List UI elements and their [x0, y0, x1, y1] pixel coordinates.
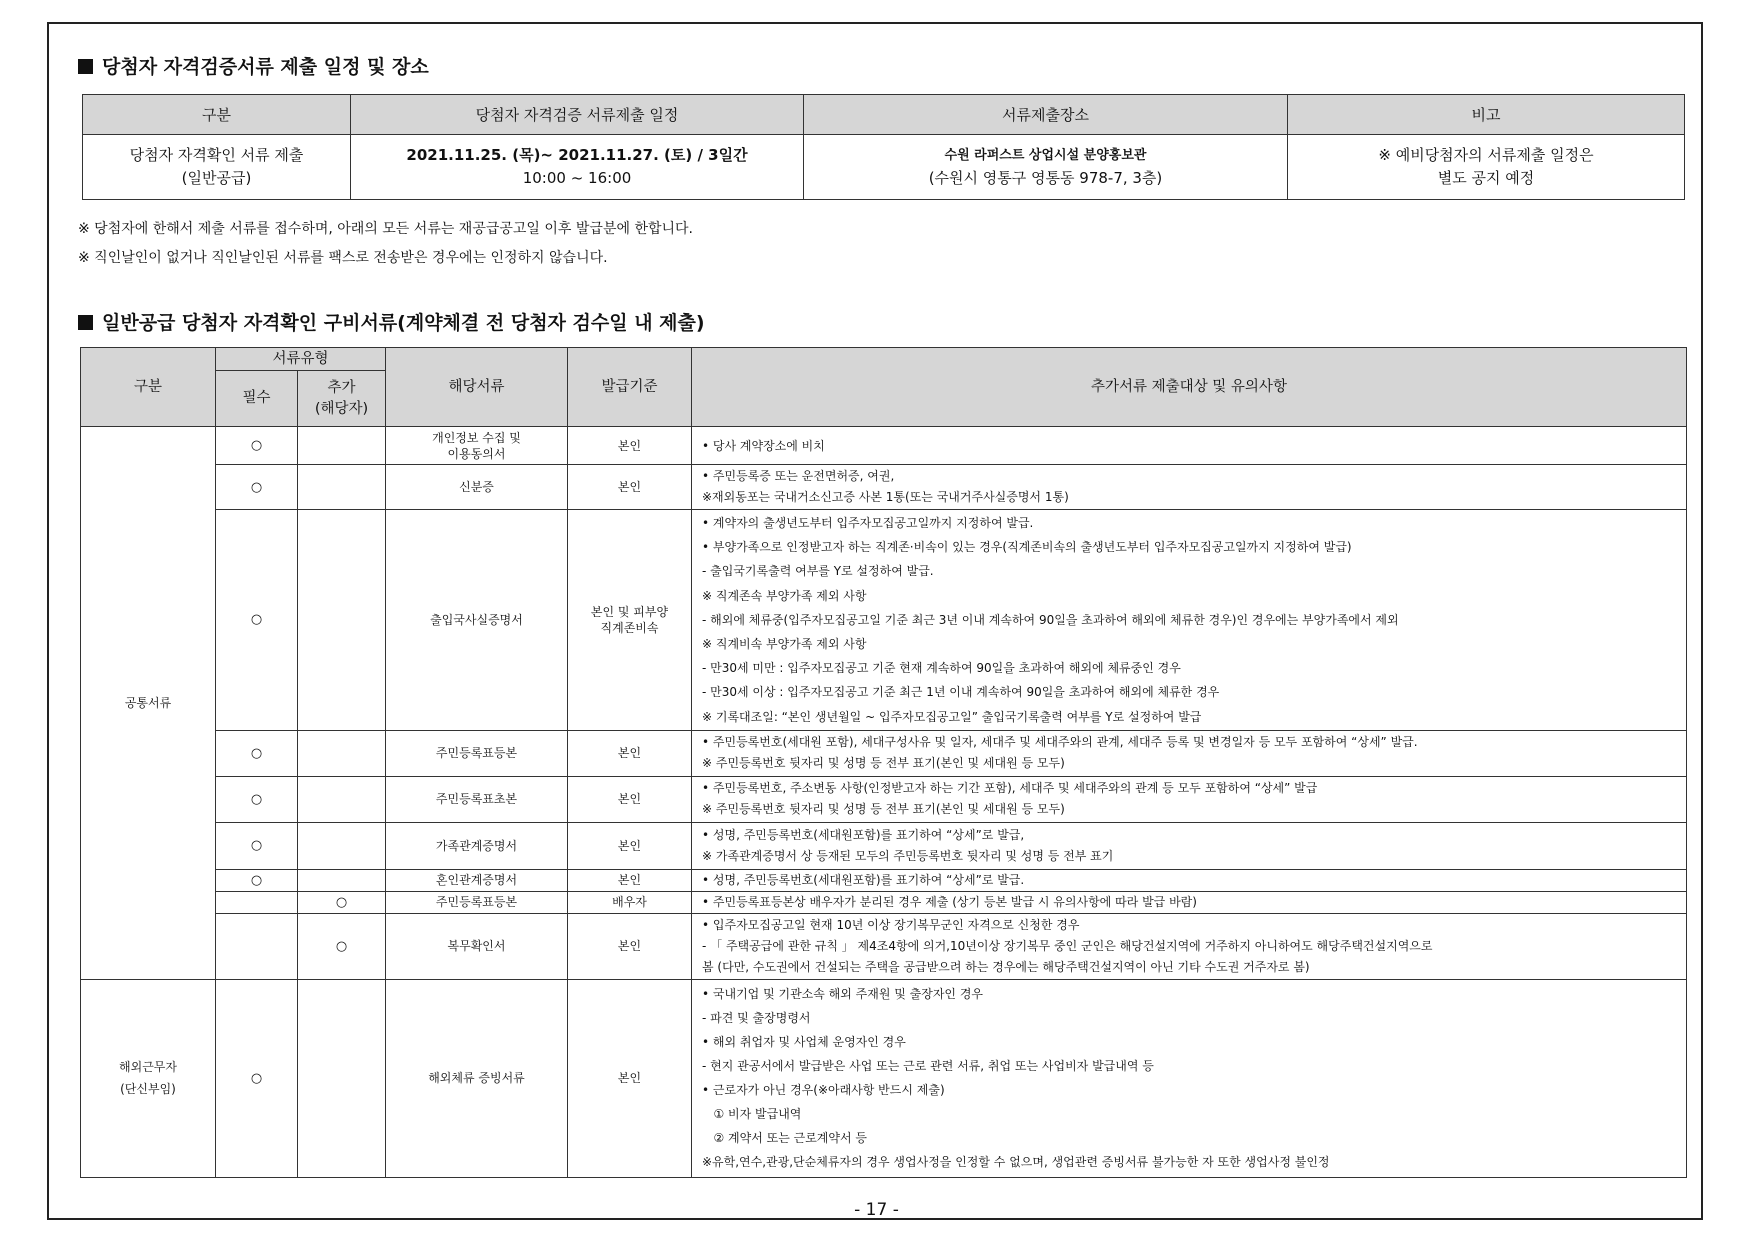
document-cell [386, 510, 568, 731]
table-row [81, 979, 1687, 1177]
issuer-cell [568, 465, 692, 510]
table-row [81, 427, 1687, 465]
required-mark: ○ [216, 730, 298, 776]
cell-line: (단신부임) [120, 1082, 176, 1097]
table-row [81, 730, 1687, 776]
square-bullet-icon [78, 59, 93, 74]
header-line: 추가 [327, 379, 356, 396]
header-cell: 당첨자 자격검증 서류제출 일정 [351, 95, 804, 135]
remark-line: • 입주자모집공고일 현재 10년 이상 장기복무군인 자격으로 신청한 경우 [702, 917, 1080, 932]
remarks-cell [692, 776, 1687, 822]
remark-line: • 부양가족으로 인정받고자 하는 직계존·비속이 있는 경우(직계존비속의 출생년도부터 입주자모집공고일까지 지정하여 발급) [702, 540, 1352, 555]
remark-line: - 출입국기록출력 여부를 Y로 설정하여 발급. [702, 564, 934, 579]
remark-line: • 해외 취업자 및 사업체 운영자인 경우 [702, 1035, 906, 1050]
remark-line: • 주민등록표등본상 배우자가 분리된 경우 제출 (상기 등본 발급 시 유의사항에 따라 발급 바람) [702, 894, 1197, 909]
remark-line: ※ 직계존속 부양가족 제외 사항 [702, 588, 867, 603]
remark-line: ※ 주민등록번호 뒷자리 및 성명 등 전부 표기(본인 및 세대원 등 모두) [702, 802, 1065, 817]
remark-line: ※유학,연수,관광,단순체류자의 경우 생업사정을 인정할 수 없으며, 생업관련 증빙서류 불가능한 자 또한 생업사정 불인정 [702, 1155, 1330, 1170]
cell-line: 복무확인서 [447, 939, 506, 954]
remark-line: ※ 기록대조일: “본인 생년월일 ~ 입주자모집공고일” 출입국기록출력 여부를 Y로 설정하여 발급 [702, 709, 1202, 724]
table-row [81, 869, 1687, 891]
extra-mark [298, 465, 386, 510]
document-cell [386, 427, 568, 465]
header-line: (해당자) [314, 400, 369, 417]
required-mark: ○ [216, 822, 298, 869]
cell-line: 출입국사실증명서 [430, 612, 523, 627]
remark-line: • 성명, 주민등록번호(세대원포함)를 표기하여 “상세”로 발급, [702, 827, 1025, 842]
cell-line: 본인 및 피부양 [590, 604, 669, 619]
cell-line: 본인 [617, 480, 642, 494]
remark-line: • 근로자가 아닌 경우(※아래사항 반드시 제출) [702, 1083, 945, 1098]
remarks-cell [692, 891, 1687, 913]
remarks-cell [692, 822, 1687, 869]
place-cell [804, 135, 1288, 200]
extra-mark: ○ [298, 891, 386, 913]
cell-line: 주민등록표등본 [435, 895, 518, 910]
remark-line: ※ 가족관계증명서 상 등재된 모두의 주민등록번호 뒷자리 및 성명 등 전부 표기 [702, 848, 1114, 863]
issuer-cell [568, 822, 692, 869]
header-cell: 구분 [81, 348, 216, 427]
issuer-cell [568, 869, 692, 891]
remarks-cell [692, 979, 1687, 1177]
header-cell: 서류유형 [216, 348, 386, 371]
cell-line: 주민등록표초본 [435, 792, 518, 807]
page-number: - 17 - [854, 1200, 899, 1220]
cell-line: 당첨자 자격확인 서류 제출 [129, 146, 304, 164]
document-cell [386, 869, 568, 891]
document-cell [386, 913, 568, 979]
section-heading-schedule [78, 52, 429, 79]
notice-text: ※ 직인날인이 없거나 직인날인된 서류를 팩스로 전송받은 경우에는 인정하지 않습니다. [78, 250, 608, 266]
cell-line: 배우자 [612, 895, 647, 910]
remark-line: - 「 주택공급에 관한 규칙 」 제4조4항에 의거,10년이상 장기복무 중인 군인은 해당건설지역에 거주하지 아니하여도 해당주택건설지역으로 [702, 938, 1433, 953]
cell-line: ※ 예비당첨자의 서류제출 일정은 [1378, 146, 1594, 164]
remark-line: ② 계약서 또는 근로계약서 등 [702, 1131, 867, 1146]
category-cell [81, 427, 216, 980]
document-cell [386, 891, 568, 913]
required-mark: ○ [216, 465, 298, 510]
cell-line: 본인 [617, 939, 642, 954]
cell-line: 가족관계증명서 [435, 838, 518, 853]
document-cell [386, 776, 568, 822]
cell-line: 본인 [617, 1071, 642, 1086]
remark-line: - 파견 및 출장명령서 [702, 1011, 811, 1026]
cell-line: 직계존비속 [600, 620, 659, 635]
remark-line: • 주민등록증 또는 운전면허증, 여권, [702, 469, 895, 483]
cell-line: 본인 [617, 873, 642, 888]
schedule-hours: 10:00 ~ 16:00 [522, 169, 632, 187]
square-bullet-icon [78, 315, 93, 330]
document-cell [386, 979, 568, 1177]
remark-line: • 주민등록번호, 주소변동 사항(인정받고자 하는 기간 포함), 세대주 및 세대주와의 관계 등 모두 포함하여 “상세” 발급 [702, 781, 1318, 796]
required-mark: ○ [216, 427, 298, 465]
header-cell: 구분 [83, 95, 351, 135]
cell-line: 이용동의서 [447, 446, 506, 461]
remarks-cell [692, 913, 1687, 979]
extra-mark [298, 510, 386, 731]
section-heading-documents [78, 308, 705, 335]
cell-line: 본인 [617, 838, 642, 853]
note-cell [1288, 135, 1685, 200]
issuer-cell [568, 510, 692, 731]
remarks-cell [692, 510, 1687, 731]
document-cell [386, 822, 568, 869]
required-mark: ○ [216, 776, 298, 822]
table-row [81, 891, 1687, 913]
header-cell: 발급기준 [568, 348, 692, 427]
extra-mark [298, 776, 386, 822]
remark-line: • 당사 계약장소에 비치 [702, 438, 825, 453]
place-name: 수원 라퍼스트 상업시설 분양홍보관 [944, 148, 1147, 163]
header-cell: 비고 [1288, 95, 1685, 135]
extra-mark: ○ [298, 913, 386, 979]
header-cell: 추가서류 제출대상 및 유의사항 [692, 348, 1687, 427]
extra-mark [298, 730, 386, 776]
remarks-cell [692, 465, 1687, 510]
header-cell: 서류제출장소 [804, 95, 1288, 135]
schedule-table [82, 94, 1685, 200]
category-cell [81, 979, 216, 1177]
table-header-row [81, 348, 1687, 371]
issuer-cell [568, 913, 692, 979]
extra-mark [298, 979, 386, 1177]
extra-mark [298, 822, 386, 869]
category-cell [83, 135, 351, 200]
remark-line: - 현지 관공서에서 발급받은 사업 또는 근로 관련 서류, 취업 또는 사업비자 발급내역 등 [702, 1059, 1154, 1074]
required-mark: ○ [216, 510, 298, 731]
remark-line: - 만30세 미만 : 입주자모집공고 기준 현재 계속하여 90일을 초과하여 해외에 체류중인 경우 [702, 661, 1181, 676]
table-row [83, 135, 1685, 200]
section-title: 당첨자 자격검증서류 제출 일정 및 장소 [102, 56, 429, 78]
cell-line: 주민등록표등본 [435, 746, 518, 761]
required-mark: ○ [216, 979, 298, 1177]
section-title: 일반공급 당첨자 자격확인 구비서류(계약체결 전 당첨자 검수일 내 제출) [102, 312, 705, 334]
cell-line: 별도 공지 예정 [1437, 169, 1535, 187]
issuer-cell [568, 891, 692, 913]
schedule-dates: 2021.11.25. (목)~ 2021.11.27. (토) / 3일간 [406, 146, 748, 164]
remark-line: 봄 (다만, 수도권에서 건설되는 주택을 공급받으려 하는 경우에는 해당주택건설지역이 아닌 기타 수도권 거주자로 봄) [702, 959, 1310, 974]
extra-mark [298, 869, 386, 891]
document-cell [386, 730, 568, 776]
header-cell: 필수 [216, 371, 298, 427]
remark-line: ※재외동포는 국내거소신고증 사본 1통(또는 국내거주사실증명서 1통) [702, 490, 1069, 504]
table-row [81, 776, 1687, 822]
cell-line: (일반공급) [181, 169, 252, 187]
cell-line: 본인 [617, 792, 642, 807]
table-row [81, 465, 1687, 510]
required-mark: ○ [216, 869, 298, 891]
remarks-cell [692, 427, 1687, 465]
remark-line: • 성명, 주민등록번호(세대원포함)를 표기하여 “상세”로 발급. [702, 872, 1025, 887]
documents-table [80, 347, 1687, 1178]
required-mark [216, 891, 298, 913]
header-cell: 해당서류 [386, 348, 568, 427]
remark-line: - 만30세 이상 : 입주자모집공고 기준 최근 1년 이내 계속하여 90일을 초과하여 해외에 체류한 경우 [702, 685, 1220, 700]
cell-line: 해외체류 증빙서류 [428, 1071, 525, 1086]
cell-line: 본인 [617, 438, 642, 453]
remark-line: ※ 주민등록번호 뒷자리 및 성명 등 전부 표기(본인 및 세대원 등 모두) [702, 756, 1065, 771]
remark-line: ※ 직계비속 부양가족 제외 사항 [702, 637, 867, 652]
cell-line: 본인 [617, 746, 642, 761]
issuer-cell [568, 776, 692, 822]
table-row [81, 913, 1687, 979]
issuer-cell [568, 427, 692, 465]
remark-line: - 해외에 체류중(입주자모집공고일 기준 최근 3년 이내 계속하여 90일을 초과하여 해외에 체류한 경우)인 경우에는 부양가족에서 제외 [702, 612, 1399, 627]
schedule-cell [351, 135, 804, 200]
remarks-cell [692, 730, 1687, 776]
issuer-cell [568, 979, 692, 1177]
cell-line: 신분증 [459, 480, 494, 494]
cell-line: 해외근무자 [119, 1060, 177, 1075]
remark-line: ① 비자 발급내역 [702, 1107, 802, 1122]
document-cell [386, 465, 568, 510]
table-row [81, 510, 1687, 731]
remark-line: • 국내기업 및 기관소속 해외 주재원 및 출장자인 경우 [702, 987, 984, 1002]
notice-text: ※ 당첨자에 한해서 제출 서류를 접수하며, 아래의 모든 서류는 재공급공고일 이후 발급분에 한합니다. [78, 221, 693, 237]
remarks-cell [692, 869, 1687, 891]
issuer-cell [568, 730, 692, 776]
remark-line: • 계약자의 출생년도부터 입주자모집공고일까지 지정하여 발급. [702, 516, 1034, 530]
required-mark [216, 913, 298, 979]
remark-line: • 주민등록번호(세대원 포함), 세대구성사유 및 일자, 세대주 및 세대주와의 관계, 세대주 등록 및 변경일자 등 모두 포함하여 “상세” 발급. [702, 735, 1418, 750]
header-cell [298, 371, 386, 427]
extra-mark [298, 427, 386, 465]
cell-line: 공통서류 [124, 695, 172, 710]
cell-line: 개인정보 수집 및 [432, 430, 521, 445]
place-address: (수원시 영통구 영통동 978-7, 3층) [928, 169, 1163, 187]
table-header-row [83, 95, 1685, 135]
table-row [81, 822, 1687, 869]
cell-line: 혼인관계증명서 [435, 873, 518, 888]
